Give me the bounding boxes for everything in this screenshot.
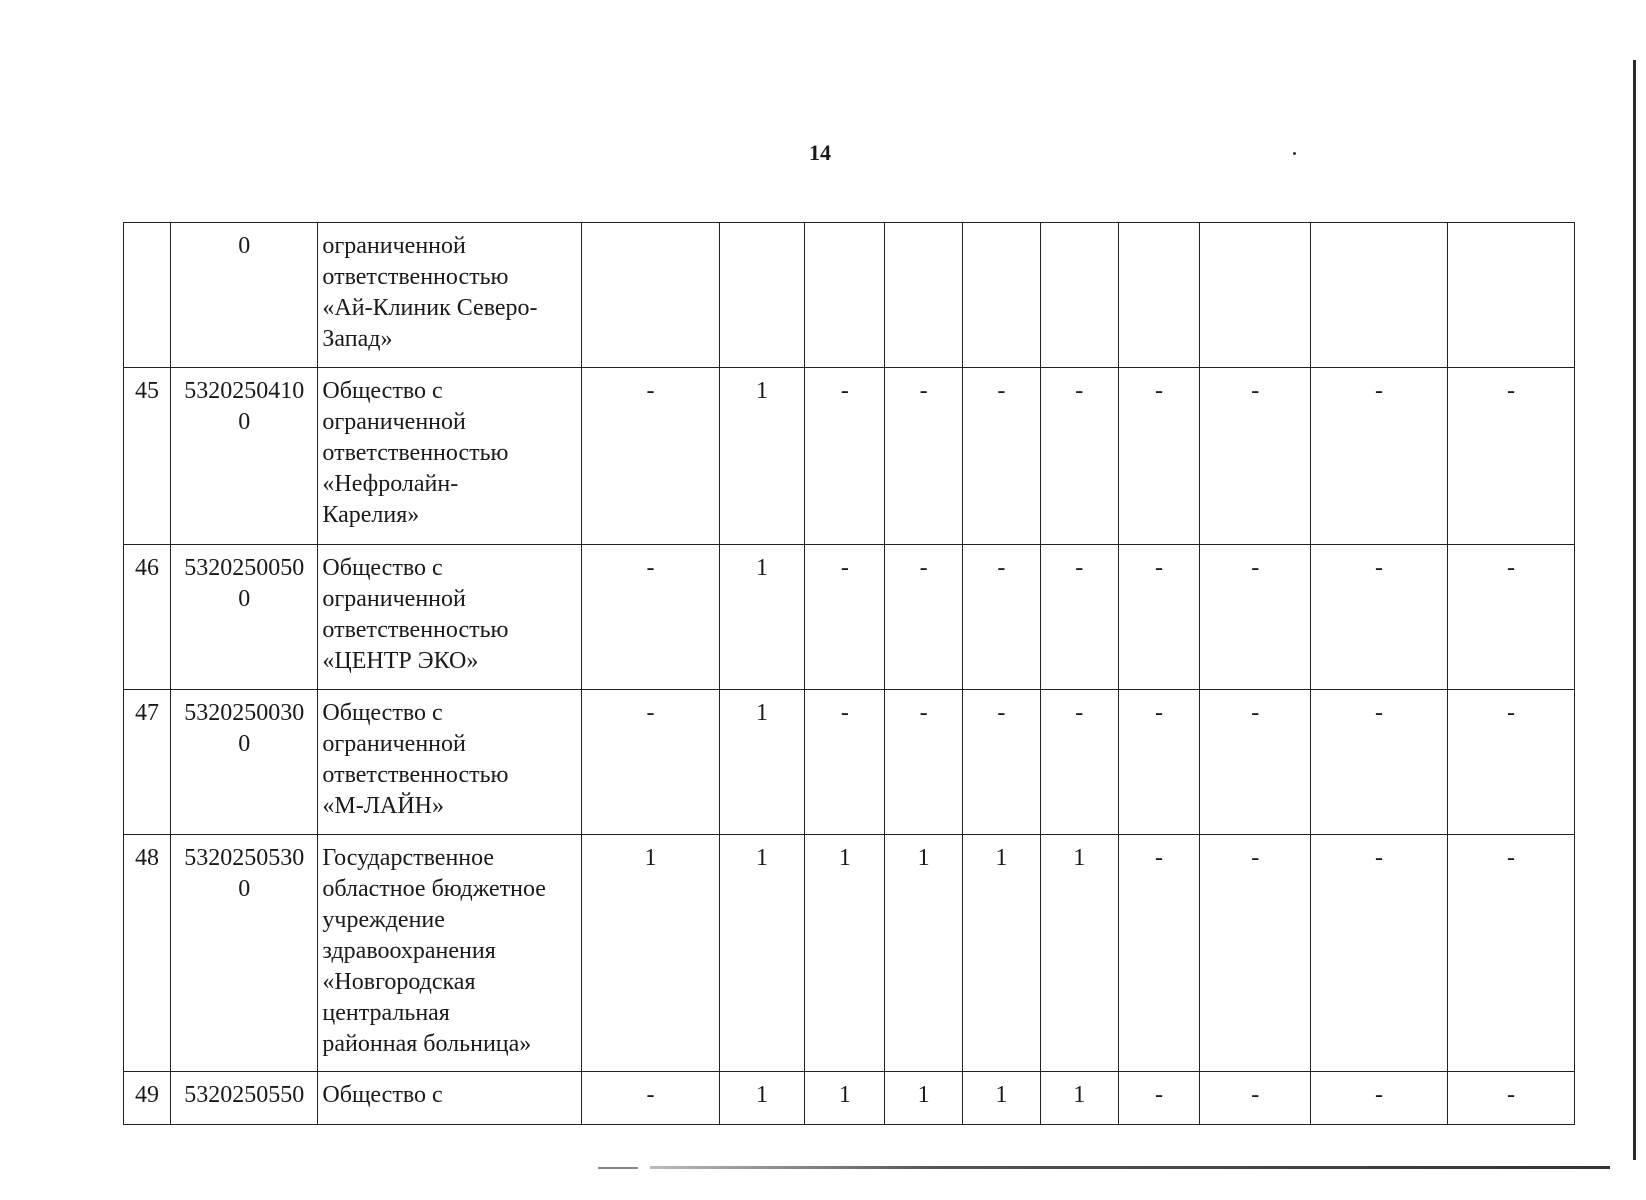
table-row	[124, 690, 1575, 835]
registry-table	[123, 222, 1575, 1125]
value-cell: -	[1448, 690, 1575, 835]
row-name-cell	[318, 690, 582, 835]
value-cell: 1	[719, 690, 805, 835]
name-line: ограниченной	[322, 409, 466, 435]
name-line: учреждение	[322, 907, 445, 933]
name-line: районная больница»	[322, 1031, 532, 1057]
code-line: 0	[238, 409, 251, 435]
code-line: 0	[238, 731, 251, 757]
value-cell: 1	[805, 1072, 885, 1125]
table-row	[124, 223, 1575, 368]
value-cell: 1	[1040, 1072, 1118, 1125]
name-line: ответственностью	[322, 617, 509, 643]
row-code-cell	[171, 835, 318, 1072]
value-cell: -	[1200, 835, 1311, 1072]
row-name-cell	[318, 223, 582, 368]
code-line: 5320250050	[184, 555, 305, 581]
row-name-cell	[318, 368, 582, 545]
value-cell: 1	[1040, 835, 1118, 1072]
value-cell: 1	[582, 835, 719, 1072]
value-cell: -	[1200, 368, 1311, 545]
table-row	[124, 545, 1575, 690]
row-number-cell: 46	[124, 545, 171, 690]
value-cell: -	[805, 545, 885, 690]
page-number: 14	[809, 140, 831, 165]
value-cell: -	[1310, 835, 1447, 1072]
value-cell: 1	[885, 1072, 963, 1125]
name-line: Общество с	[322, 378, 443, 404]
row-code-cell	[171, 690, 318, 835]
value-cell: -	[1040, 690, 1118, 835]
value-cell: -	[582, 690, 719, 835]
row-number-cell: 48	[124, 835, 171, 1072]
value-cell: 1	[719, 1072, 805, 1125]
scan-speck	[1293, 152, 1296, 155]
table-row	[124, 368, 1575, 545]
value-cell	[963, 223, 1041, 368]
value-cell	[1040, 223, 1118, 368]
row-name-cell	[318, 545, 582, 690]
name-line: Общество с	[322, 555, 443, 581]
row-code-cell	[171, 545, 318, 690]
code-line: 5320250550	[184, 1082, 305, 1108]
scan-edge-line	[1633, 60, 1636, 1160]
name-line: здравоохранения	[322, 938, 496, 964]
value-cell	[1310, 223, 1447, 368]
value-cell: 1	[963, 835, 1041, 1072]
value-cell: -	[963, 368, 1041, 545]
name-line: «Ай-Клиник Северо-	[322, 295, 538, 321]
value-cell: 1	[805, 835, 885, 1072]
value-cell: -	[1200, 1072, 1311, 1125]
value-cell: -	[1040, 368, 1118, 545]
name-line: «Новгородская	[322, 969, 476, 995]
scan-bottom-line	[650, 1166, 1610, 1169]
value-cell: -	[582, 1072, 719, 1125]
scan-bottom-dash	[598, 1167, 638, 1169]
code-line: 0	[238, 876, 251, 902]
value-cell	[1118, 223, 1200, 368]
value-cell: -	[1448, 368, 1575, 545]
value-cell: 1	[719, 835, 805, 1072]
name-line: ограниченной	[322, 233, 466, 259]
code-line: 0	[238, 586, 251, 612]
value-cell: -	[885, 690, 963, 835]
value-cell: -	[1040, 545, 1118, 690]
value-cell	[1200, 223, 1311, 368]
value-cell: -	[1310, 368, 1447, 545]
value-cell: -	[1310, 545, 1447, 690]
code-line: 5320250530	[184, 845, 305, 871]
value-cell: -	[963, 545, 1041, 690]
value-cell: -	[1310, 690, 1447, 835]
row-name-cell	[318, 835, 582, 1072]
value-cell: -	[885, 545, 963, 690]
name-line: ограниченной	[322, 586, 466, 612]
value-cell: -	[805, 690, 885, 835]
value-cell: -	[1200, 690, 1311, 835]
row-number-cell	[124, 223, 171, 368]
value-cell: 1	[719, 545, 805, 690]
value-cell: -	[582, 545, 719, 690]
value-cell: -	[1448, 835, 1575, 1072]
value-cell	[805, 223, 885, 368]
code-line: 5320250030	[184, 700, 305, 726]
value-cell: -	[963, 690, 1041, 835]
value-cell: -	[805, 368, 885, 545]
value-cell: -	[1448, 545, 1575, 690]
value-cell: -	[1118, 368, 1200, 545]
value-cell: -	[1118, 1072, 1200, 1125]
name-line: Общество с	[322, 700, 443, 726]
name-line: центральная	[322, 1000, 450, 1026]
value-cell: -	[1118, 835, 1200, 1072]
value-cell: -	[1310, 1072, 1447, 1125]
value-cell	[1448, 223, 1575, 368]
value-cell	[885, 223, 963, 368]
name-line: «Нефролайн-	[322, 471, 459, 497]
row-code-cell	[171, 1072, 318, 1125]
code-line: 5320250410	[184, 378, 305, 404]
table-row	[124, 1072, 1575, 1125]
row-number-cell: 49	[124, 1072, 171, 1125]
value-cell: -	[885, 368, 963, 545]
table-row	[124, 835, 1575, 1072]
name-line: «М-ЛАЙН»	[322, 793, 445, 819]
name-line: Запад»	[322, 326, 393, 352]
row-code-cell: 0	[171, 223, 318, 368]
value-cell: -	[1448, 1072, 1575, 1125]
row-code-cell	[171, 368, 318, 545]
value-cell	[719, 223, 805, 368]
value-cell: 1	[719, 368, 805, 545]
name-line: Общество с	[322, 1082, 443, 1108]
value-cell	[582, 223, 719, 368]
name-line: областное бюджетное	[322, 876, 546, 902]
row-name-cell	[318, 1072, 582, 1125]
name-line: ответственностью	[322, 264, 509, 290]
row-number-cell: 47	[124, 690, 171, 835]
value-cell: 1	[963, 1072, 1041, 1125]
value-cell: 1	[885, 835, 963, 1072]
value-cell: -	[582, 368, 719, 545]
name-line: ответственностью	[322, 762, 509, 788]
name-line: «ЦЕНТР ЭКО»	[322, 648, 479, 674]
value-cell: -	[1118, 545, 1200, 690]
row-number-cell: 45	[124, 368, 171, 545]
name-line: ограниченной	[322, 731, 466, 757]
value-cell: -	[1200, 545, 1311, 690]
name-line: ответственностью	[322, 440, 509, 466]
value-cell: -	[1118, 690, 1200, 835]
name-line: Карелия»	[322, 502, 420, 528]
name-line: Государственное	[322, 845, 495, 871]
